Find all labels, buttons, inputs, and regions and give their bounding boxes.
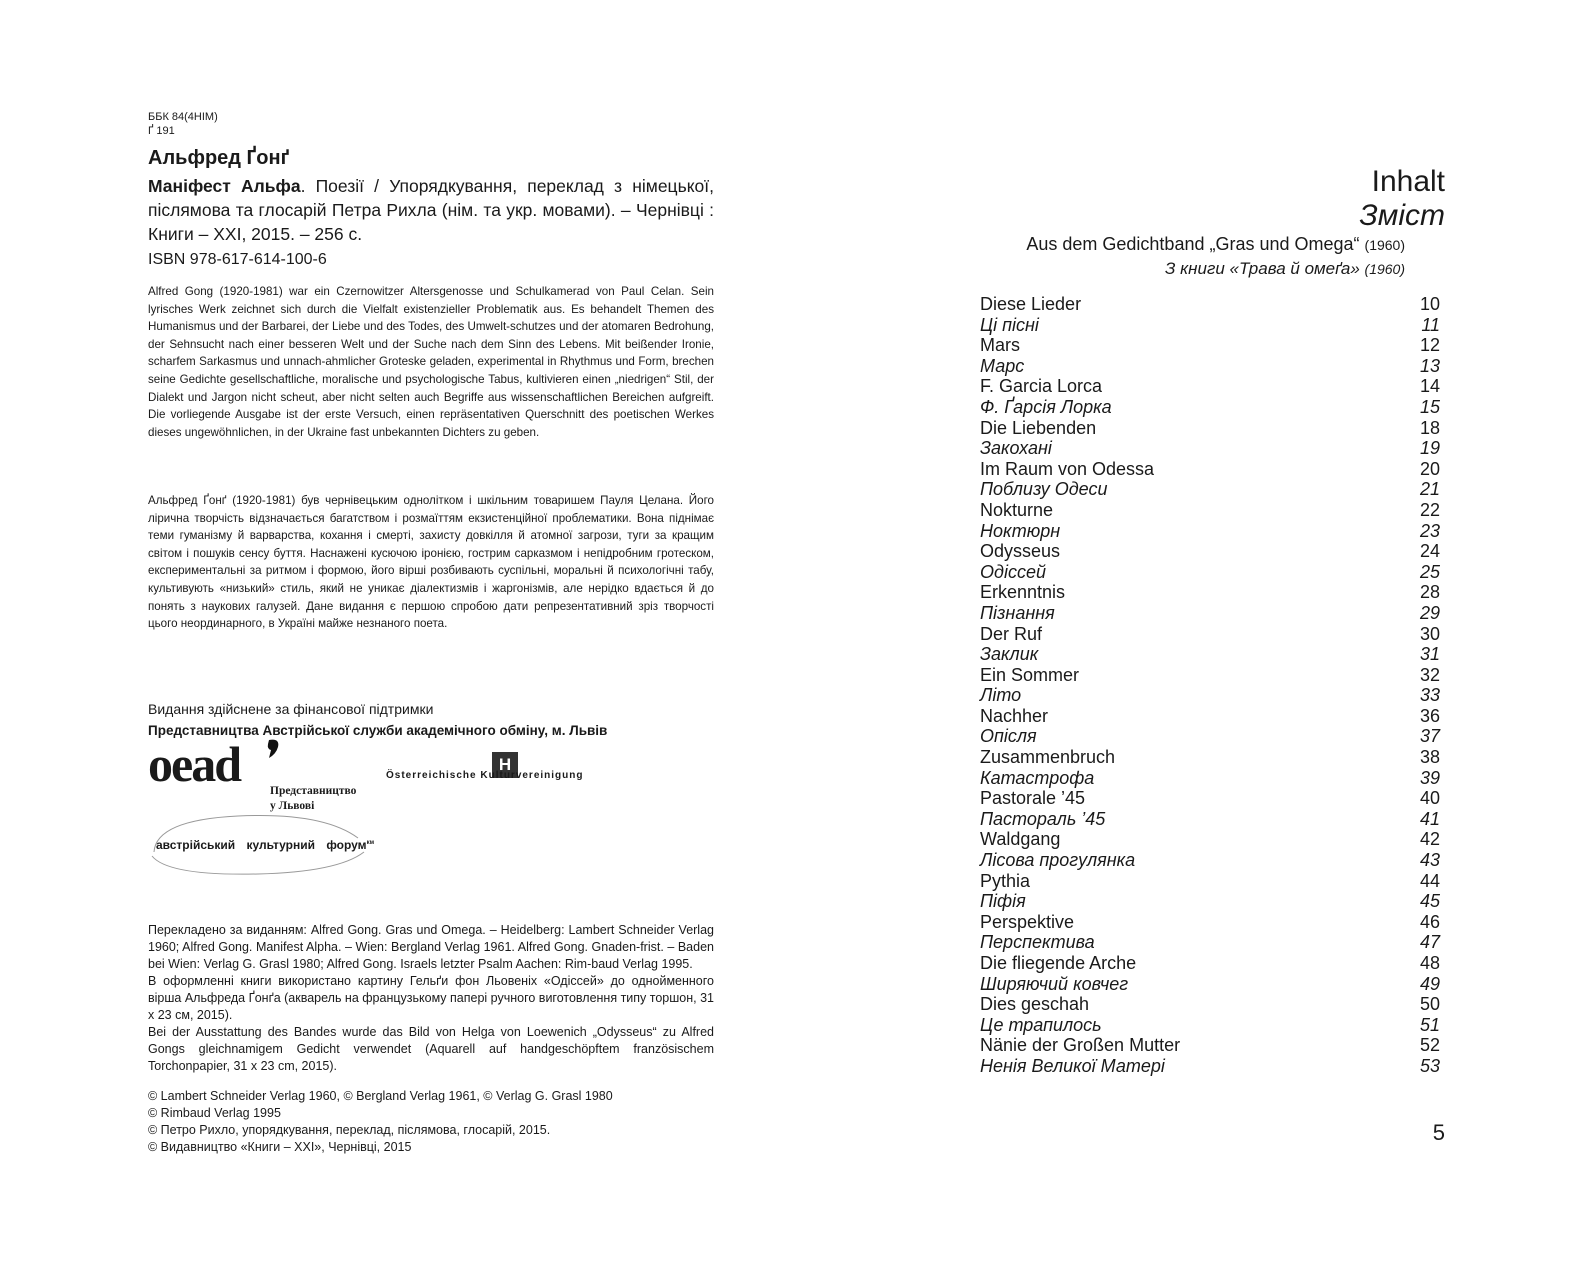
toc-entry — [980, 294, 1440, 315]
book-title: Маніфест Альфа — [148, 176, 301, 196]
toc-entry — [980, 726, 1440, 747]
toc-entry-page: 10 — [1419, 294, 1440, 314]
toc-entry-title: Ноктюрн — [980, 520, 1061, 541]
toc-entry-title: Erkenntnis — [980, 582, 1066, 603]
toc-entry-title: F. Garcia Lorca — [980, 376, 1103, 397]
toc-entry-page: 15 — [1419, 396, 1440, 417]
toc-entry-title: Der Ruf — [980, 623, 1043, 644]
toc-entry-title: Mars — [980, 335, 1020, 356]
toc-entry-title: Diese Lieder — [980, 294, 1082, 314]
toc-entry-page: 49 — [1419, 973, 1440, 994]
toc-entry-title: Закохані — [980, 438, 1052, 459]
oead-subtitle — [270, 784, 356, 814]
toc-entry — [980, 932, 1440, 953]
toc-entry-page: 38 — [1419, 747, 1440, 768]
oead-subtitle-line: Представництво — [270, 785, 357, 797]
toc-entry-page: 52 — [1419, 1035, 1440, 1056]
oead-logo: oead — [148, 736, 240, 792]
source-book-ukrainian-year: (1960) — [1364, 261, 1405, 277]
toc-entry-page: 11 — [1421, 314, 1440, 335]
copyright-line: © Rimbaud Verlag 1995 — [148, 1106, 281, 1120]
toc-entry-title: Марс — [980, 355, 1025, 376]
cover-note-ukrainian: В оформленні книги використано картину Гельґи фон Льовеніх «Одіссей» до однойменного вірша Альфреда Ґонґа (акварель на французькому папері ручного виготовлення типу торшон, 31 x 23 см, 2015). — [148, 974, 714, 1022]
contents-heading-german: Inhalt — [1371, 165, 1445, 198]
annotation-ukrainian: Альфред Ґонґ (1920-1981) був чернівецьким однолітком і шкільним товаришем Пауля Целана. Його лірична творчість відзначається багатством і розмаїттям екзистенційної проблематики. Вона піднімає теми гуманізму й варварства, кохання і смерті, захисту довкілля й атомної загрози, туги за кращим світом і пошуків сенсу буття. Наснажені кусючою іронією, гострим сарказмом і непідробним гротеском, експериментальні за ритмом і формою, його вірші розбивають суспільні, моральні й психологічні табу, культивують «низький» стиль, який не уникає діалектизмів і жаргонізмів, але нерідко вдається й до понять з наукових галузей. Дане видання є першою спробою дати репрезентативний зріз творчості цього неординарного, в Україні майже незнаного поета. — [148, 494, 714, 631]
toc-entry-title: Odysseus — [980, 541, 1061, 562]
oead-apostrophe-icon — [266, 738, 282, 760]
source-book-german-year: (1960) — [1364, 237, 1405, 253]
toc-entry-title: Im Raum von Odessa — [980, 458, 1155, 479]
toc-entry-title: Катастрофа — [980, 767, 1095, 788]
toc-entry — [980, 603, 1440, 624]
toc-entry-title: Це трапилось — [980, 1014, 1102, 1035]
source-book-ukrainian-title: З книги «Трава й омеґа» — [1164, 259, 1365, 278]
toc-entry — [980, 747, 1440, 768]
toc-entry-title: Nokturne — [980, 499, 1054, 520]
toc-entry-title: Пізнання — [980, 602, 1055, 623]
toc-entry — [980, 541, 1440, 562]
toc-entry — [980, 479, 1440, 500]
toc-entry-page: 33 — [1419, 685, 1440, 706]
toc-entry — [980, 768, 1440, 789]
source-book-ukrainian — [1165, 258, 1405, 280]
toc-entry-title: Опісля — [980, 726, 1037, 747]
toc-entry-page: 21 — [1419, 479, 1440, 500]
table-of-contents — [980, 294, 1440, 1077]
toc-entry-page: 22 — [1419, 499, 1440, 520]
toc-entry-page: 51 — [1419, 1014, 1440, 1035]
toc-entry-title: Zusammenbruch — [980, 747, 1116, 768]
toc-entry-title: Лісова прогулянка — [980, 850, 1136, 871]
toc-entry — [980, 644, 1440, 665]
toc-entry-page: 28 — [1419, 582, 1440, 603]
source-book-german — [1026, 233, 1405, 256]
copyright-line: © Видавництво «Книги – XXI», Чернівці, 2015 — [148, 1140, 412, 1154]
toc-entry-title: Ненія Великої Матері — [980, 1055, 1165, 1076]
bbk-line: Ґ 191 — [148, 125, 175, 137]
toc-entry-title: Die fliegende Arche — [980, 953, 1137, 973]
toc-entry-title: Waldgang — [980, 829, 1061, 850]
toc-entry-title: Одіссей — [980, 561, 1046, 582]
copyright-line: © Петро Рихло, упорядкування, переклад, післямова, глосарій, 2015. — [148, 1123, 551, 1137]
author-name: Альфред Ґонґ — [148, 147, 290, 169]
toc-entry — [980, 438, 1440, 459]
toc-entry-title: Nachher — [980, 705, 1049, 726]
toc-entry-title: Nänie der Großen Mutter — [980, 1035, 1181, 1056]
support-line: Видання здійснене за фінансової підтримки — [148, 701, 434, 717]
toc-entry-title: Перспектива — [980, 932, 1095, 953]
toc-entry-title: Ширяючий ковчег — [980, 973, 1129, 994]
toc-entry-page: 42 — [1419, 829, 1440, 850]
toc-entry-title: Ф. Ґарсія Лорка — [980, 396, 1112, 417]
toc-entry-title: Dies geschah — [980, 994, 1090, 1015]
isbn: ISBN 978-617-614-100-6 — [148, 251, 327, 268]
toc-entry-title: Ein Sommer — [980, 664, 1080, 685]
toc-entry-page: 30 — [1419, 623, 1440, 644]
forum-logo-text — [156, 838, 374, 852]
support-organization: Представництва Австрійської служби академічного обміну, м. Львів — [148, 723, 608, 738]
oead-subtitle-line: у Львові — [270, 800, 315, 812]
toc-entry-title: Die Liebenden — [980, 417, 1097, 438]
toc-entry — [980, 994, 1440, 1015]
annotation-german: Alfred Gong (1920-1981) war ein Czernowitzer Altersgenosse und Schulkamerad von Paul Celan. Sein lyrisches Werk zeichnet sich durch die Vielfalt existenzieller Problematik aus. Es behandelt Themen des Humanismus und der Barbarei, der Liebe und des Todes, des Umwelt-schutzes und der atomaren Bedrohung, der Sehnsucht nach einer besseren Welt und der Suche nach dem Sinn des Lebens. Mit beißender Ironie, scharfem Sarkasmus und unnach-ahmlicher Groteske geladen, experimental in Rhythmus und Form, brechen seine Gedichte gesellschaftliche, moralische und psychologische Tabus, kultivieren einen „niedrigen“ Stil, der Dialekt und Jargon nicht scheut, aber nicht selten auch Begriffe aus wissenschaftlichen Bereichen aufgreift. Die vorliegende Ausgabe ist der erste Versuch, einen repräsentativen Querschnitt des poetischen Werkes dieses ungewöhnlichen, in der Ukraine fast unbekannten Dichters zu geben. — [148, 285, 714, 439]
toc-entry-page: 20 — [1419, 458, 1440, 479]
book-description — [148, 174, 714, 246]
toc-entry-page: 40 — [1419, 788, 1440, 809]
copyright-line: © Lambert Schneider Verlag 1960, © Bergland Verlag 1961, © Verlag G. Grasl 1980 — [148, 1089, 613, 1103]
forum-logo-tm: км — [366, 840, 375, 846]
toc-entry-page: 31 — [1419, 644, 1440, 665]
toc-entry-page: 46 — [1419, 911, 1440, 932]
toc-entry-title: Perspektive — [980, 911, 1075, 932]
toc-entry — [980, 500, 1440, 521]
toc-entry-page: 18 — [1419, 417, 1440, 438]
okv-logo-text: Österreichische Kulturvereinigung — [386, 770, 584, 781]
toc-entry-page: 53 — [1419, 1055, 1440, 1076]
toc-entry-title: Pastorale ’45 — [980, 788, 1086, 809]
toc-entry-title: Піфія — [980, 891, 1026, 912]
toc-entry — [980, 459, 1440, 480]
toc-entry — [980, 521, 1440, 542]
toc-entry — [980, 665, 1440, 686]
toc-entry-title: Pythia — [980, 870, 1031, 891]
copyright-block — [148, 1088, 613, 1156]
toc-entry-page: 13 — [1419, 355, 1440, 376]
toc-entry — [980, 1056, 1440, 1077]
toc-entry — [980, 624, 1440, 645]
toc-entry-page: 36 — [1419, 705, 1440, 726]
toc-entry-page: 39 — [1419, 767, 1440, 788]
sources-text: Перекладено за виданням: Alfred Gong. Gras und Omega. – Heidelberg: Lambert Schneider Verlag 1960; Alfred Gong. Manifest Alpha. – Wien: Bergland Verlag 1961. Alfred Gong. Gnaden-frist. – Baden bei Wien: Verlag G. Grasl 1980; Alfred Gong. Israels letzter Psalm Aachen: Rim-baud Verlag 1995. — [148, 923, 714, 971]
toc-entry — [980, 829, 1440, 850]
toc-entry — [980, 974, 1440, 995]
toc-entry — [980, 418, 1440, 439]
toc-entry-title: Поблизу Одеси — [980, 479, 1108, 500]
bbk-line: ББК 84(4НІМ) — [148, 111, 218, 123]
toc-entry — [980, 315, 1440, 336]
toc-entry — [980, 1015, 1440, 1036]
toc-entry-page: 37 — [1419, 726, 1440, 747]
toc-entry — [980, 356, 1440, 377]
toc-entry — [980, 953, 1440, 974]
toc-entry-title: Заклик — [980, 644, 1039, 665]
cover-note-german: Bei der Ausstattung des Bandes wurde das Bild von Helga von Loewenich „Odysseus“ zu Alfred Gongs gleichnamigem Gedicht verwendet (Aquarell auf handgeschöpftem französischem Torchonpapier, 31 x 23 cm, 2015). — [148, 1025, 714, 1073]
toc-entry-page: 12 — [1419, 335, 1440, 356]
toc-entry — [980, 788, 1440, 809]
toc-entry-page: 48 — [1419, 953, 1440, 973]
toc-entry-page: 47 — [1419, 932, 1440, 953]
toc-entry — [980, 562, 1440, 583]
toc-entry-page: 23 — [1419, 520, 1440, 541]
publication-sources — [148, 922, 714, 1075]
toc-entry-page: 19 — [1419, 438, 1440, 459]
toc-entry-page: 25 — [1419, 561, 1440, 582]
toc-entry-page: 24 — [1419, 541, 1440, 562]
toc-entry-title: Пастораль ’45 — [980, 808, 1106, 829]
toc-entry-page: 43 — [1419, 850, 1440, 871]
toc-entry — [980, 582, 1440, 603]
toc-entry-page: 29 — [1419, 602, 1440, 623]
toc-entry-page: 14 — [1419, 376, 1440, 397]
forum-logo-label: австрійський культурний форум — [156, 838, 367, 852]
toc-entry — [980, 685, 1440, 706]
toc-entry — [980, 1035, 1440, 1056]
toc-entry-page: 50 — [1419, 994, 1440, 1015]
toc-entry — [980, 850, 1440, 871]
toc-entry — [980, 376, 1440, 397]
source-book-german-title: Aus dem Gedichtband „Gras und Omega“ — [1026, 234, 1365, 254]
toc-entry — [980, 912, 1440, 933]
toc-entry-page: 41 — [1419, 808, 1440, 829]
toc-entry — [980, 397, 1440, 418]
toc-entry — [980, 809, 1440, 830]
page-number: 5 — [1432, 1120, 1445, 1145]
toc-entry — [980, 871, 1440, 892]
toc-entry — [980, 706, 1440, 727]
contents-heading-ukrainian: Зміст — [1359, 199, 1445, 232]
toc-entry — [980, 335, 1440, 356]
toc-entry-title: Літо — [980, 685, 1022, 706]
toc-entry-page: 44 — [1419, 870, 1440, 891]
toc-entry-title: Ці пісні — [980, 314, 1039, 335]
toc-entry-page: 32 — [1419, 664, 1440, 685]
toc-entry — [980, 891, 1440, 912]
book-details: . Поезії / Упорядкування, переклад з німецької, післямова та глосарій Петра Рихла (нім. та укр. мовами). – Чернівці : Книги – XXI, 2015. – 256 с. — [148, 176, 714, 244]
toc-entry-page: 45 — [1419, 891, 1440, 912]
bbk-code — [148, 110, 218, 138]
okv-logo-icon: Н — [492, 752, 518, 778]
